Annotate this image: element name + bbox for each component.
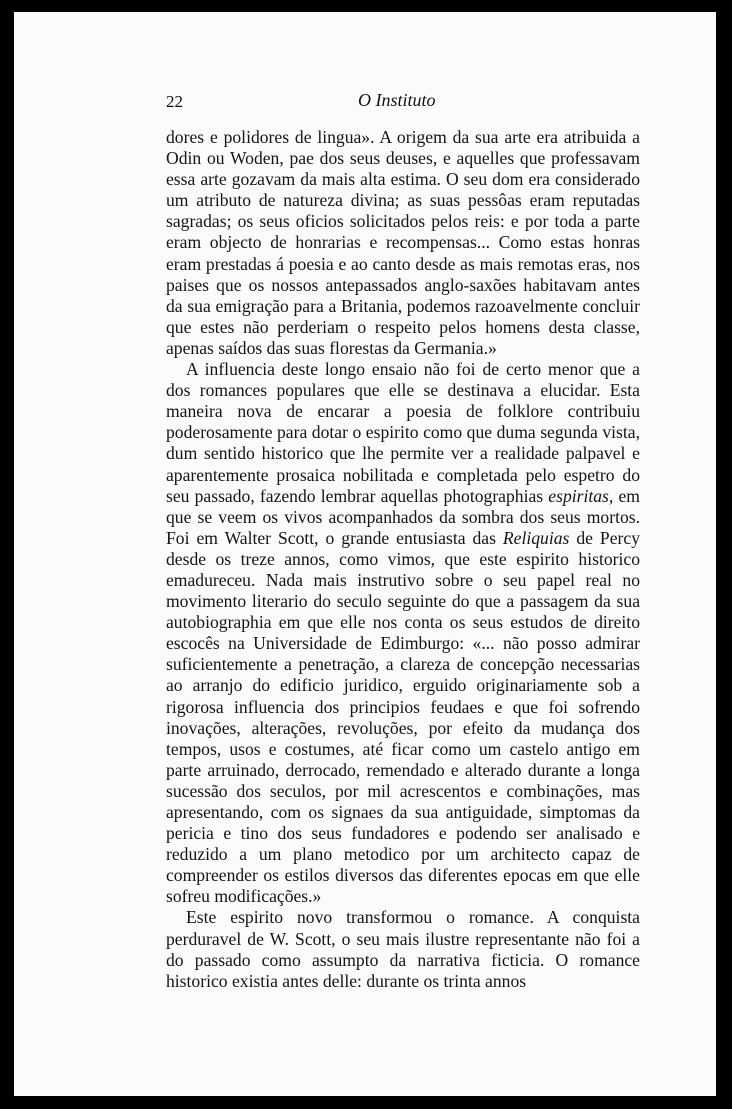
paragraph bbox=[166, 359, 640, 907]
paragraph bbox=[166, 127, 640, 359]
paragraph-text: em que se veem os vivos acompanhados da sombra dos seus mortos. Foi em Walter Scott, o grande entusiasta das bbox=[166, 485, 640, 548]
page-header bbox=[14, 90, 716, 114]
body-text bbox=[166, 127, 640, 992]
book-title: Reliquias bbox=[502, 527, 570, 548]
page-number: 22 bbox=[166, 92, 183, 111]
paragraph-text: A influencia deste longo ensaio não foi de certo menor que a dos romances populares que elle se destinava a elucidar. Esta maneira nova de encarar a poesia de folklore contribuiu poderosamente para dotar o espirito como que duma segunda vista, dum sentido historico que lhe permite ver a realidade palpavel e aparentemente prosaica nobilitada e completada pelo espetro do seu passado, fazendo lembrar aquellas photographias bbox=[166, 359, 640, 506]
italic-term: espiritas, bbox=[548, 485, 614, 506]
running-title: O Instituto bbox=[358, 90, 436, 110]
book-page bbox=[14, 12, 716, 1096]
paragraph-text: de Percy desde os treze annos, como vimos, que este espirito historico emadureceu. Nada mais instrutivo sobre o seu papel real no movimento literario do seculo seguinte do que a passagem da sua autobiographia em que elle nos conta os seus estudos de direito escocês na Universidade de Edimburgo: «... não posso admirar suficientemente a penetração, a clareza de concepção necessarias ao arranjo do edificio juridico, erguido originariamente sob a rigorosa influencia dos principios feudaes e que foi sofrendo inovações, alterações, revoluções, por efeito da mudança dos tempos, usos e costumes, até ficar como um castelo antigo em parte arruinado, derrocado, remendado e alterado durante a longa sucessão dos seculos, por mil acrescentos e combinações, mas apresentando, com os signaes da sua antiguidade, simptomas da pericia e tino dos seus fundadores e podendo ser analisado e reduzido a um plano metodico por um architecto capaz de compreender os estilos diversos das diferentes epocas em que elle sofreu modificações.» bbox=[166, 527, 640, 907]
paragraph-text: Este espirito novo transformou o romance. A conquista perduravel de W. Scott, o seu mais ilustre representante não foi a do passado como assumpto da narrativa ficticia. O romance historico existia antes delle: durante os trinta annos bbox=[166, 907, 640, 991]
paragraph-text: dores e polidores de lingua». A origem da sua arte era atribuida a Odin ou Woden, pae dos seus deuses, e aquelles que professavam essa arte gozavam da mais alta estima. O seu dom era considerado um atributo de natureza divina; as suas pessôas eram reputadas sagradas; os seus oficios solicitados pelos reis: e por toda a parte eram objecto de honrarias e recompensas... Como estas honras eram prestadas á poesia e ao canto desde as mais remotas eras, nos paises que os nossos antepassados anglo-saxões habitavam antes da sua emigração para a Britania, podemos razoavelmente concluir que estes não perderiam o respeito pelos homens desta classe, apenas saídos das suas florestas da Germania.» bbox=[166, 127, 640, 358]
paragraph bbox=[166, 907, 640, 991]
